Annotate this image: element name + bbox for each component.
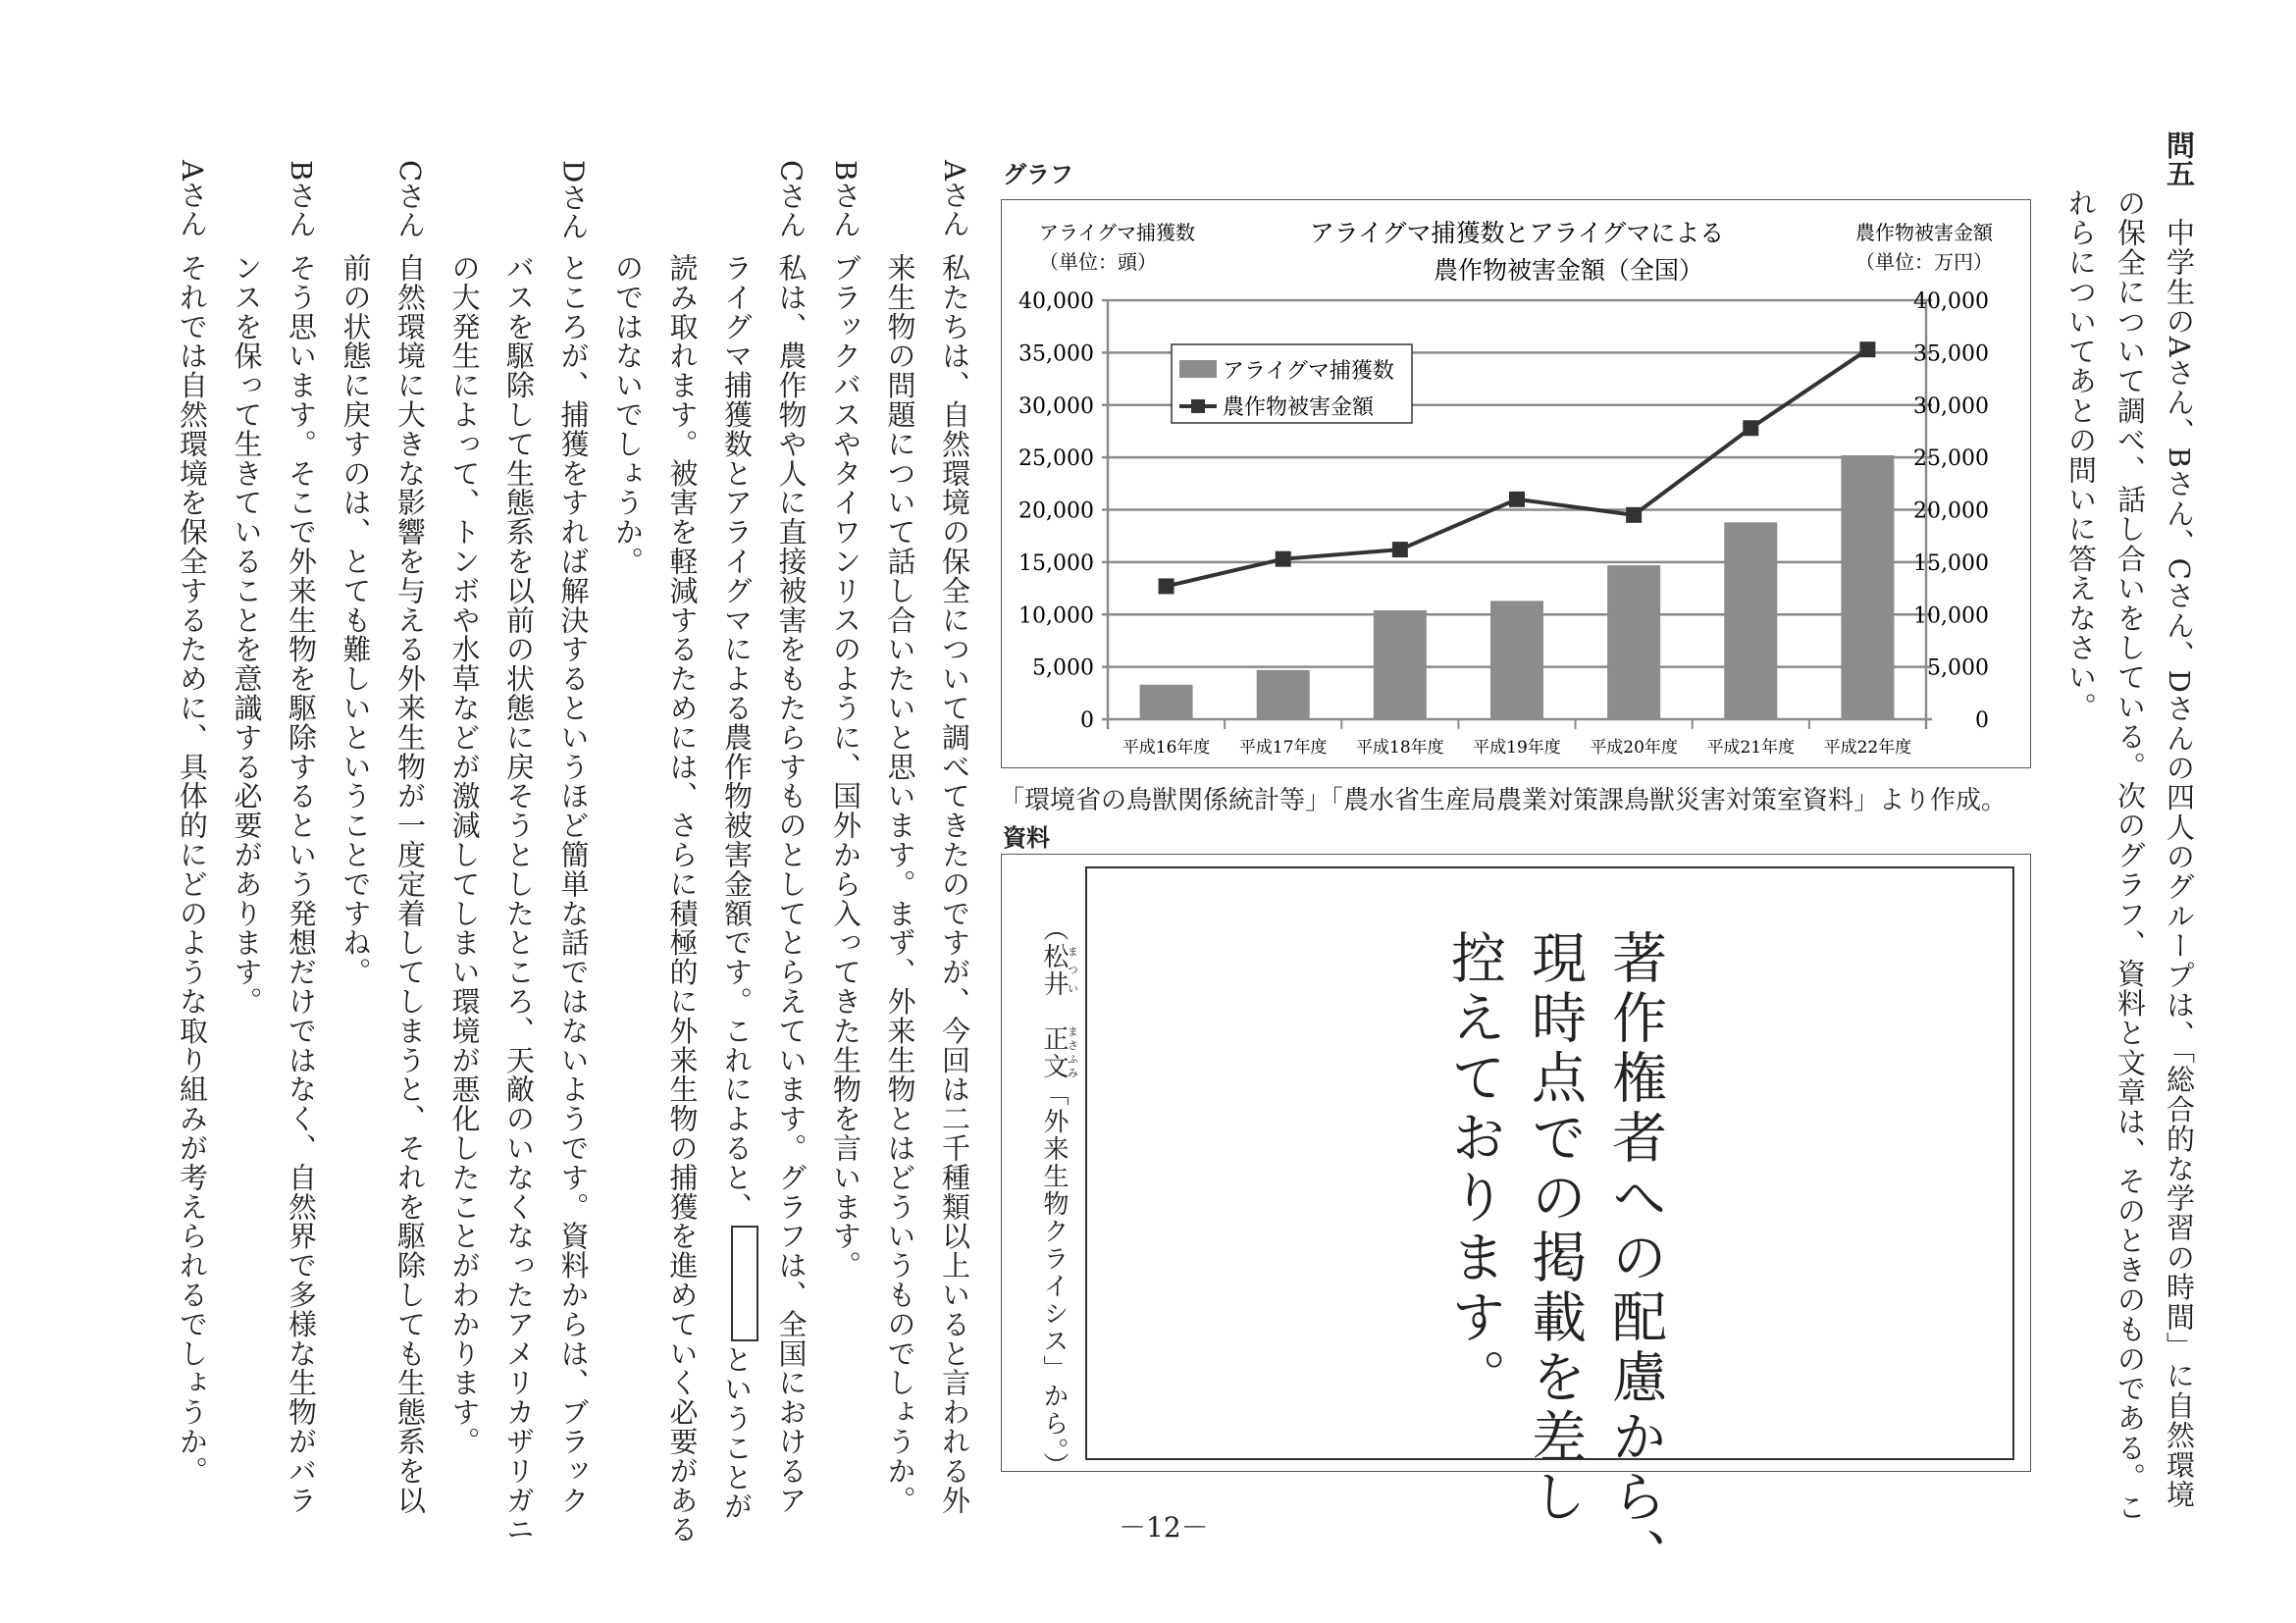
dialogue-line: そう思います。そこで外来生物を駆除するという発想だけではなく、自然界で多様な生物がバラ — [285, 253, 318, 1515]
legend-line-marker — [1191, 399, 1205, 413]
bar-capture-count — [1724, 522, 1777, 719]
citation-open: （ — [1039, 916, 1069, 943]
chart-legend — [1172, 344, 1412, 423]
y-tick-left: 0 — [1080, 708, 1094, 733]
y-tick-right: 0 — [1975, 708, 1989, 733]
bar-capture-count — [1140, 685, 1193, 719]
x-tick-label: 平成20年度 — [1590, 738, 1678, 758]
copyright-notice-line: 現時点での掲載を差し — [1523, 929, 1587, 1528]
author-given — [1039, 1025, 1079, 1080]
dialogue-line: 私は、農作物や人に直接被害をもたらすものとしてとらえています。グラフは、全国におけるア — [774, 253, 809, 1515]
damage-amount-marker — [1626, 507, 1642, 523]
speaker-label: Aさん — [938, 160, 971, 237]
y-tick-left: 5,000 — [1032, 655, 1094, 681]
y-tick-right: 30,000 — [1913, 393, 1989, 419]
bar-capture-count — [1374, 610, 1427, 719]
copyright-notice-line: 控えております。 — [1442, 929, 1506, 1408]
author-family — [1039, 943, 1079, 998]
dialogue-line: 来生物の問題について話し合いたいと思います。まず、外来生物とはどういうものでしょうか。 — [883, 253, 917, 1515]
dialogue-line: それでは自然環境を保全するために、具体的にどのような取り組みが考えられるでしょうか。 — [176, 253, 209, 1486]
author-given-text: 正文 — [1039, 1025, 1069, 1080]
y-tick-right: 10,000 — [1913, 603, 1989, 629]
legend-bar-label: アライグマ捕獲数 — [1223, 359, 1394, 384]
dialogue-line: の大発生によって、トンボや水草などが激減してしまい環境が悪化したことがわかります。 — [447, 253, 482, 1456]
left-axis-label: アライグマ捕獲数 — [1039, 221, 1195, 244]
speaker-label: Cさん — [393, 160, 427, 239]
dialogue-segment: ライグマ捕獲数とアライグマによる農作物被害金額です。これによると、 — [720, 253, 754, 1222]
question-text-line: の保全について調べ、話し合いをしている。次のグラフ、資料と文章は、そのときのものである。こ — [2113, 188, 2147, 1522]
dialogue-line: ンスを保って生きていることを意識する必要があります。 — [230, 253, 264, 1017]
legend-line-label: 農作物被害金額 — [1223, 395, 1375, 420]
x-tick-label: 平成16年度 — [1122, 738, 1211, 758]
y-tick-left: 10,000 — [1018, 603, 1094, 629]
damage-amount-marker — [1743, 420, 1758, 436]
x-tick-label: 平成17年度 — [1238, 738, 1328, 758]
dialogue-line: 前の状態に戻すのは、とても難しいということですね。 — [339, 253, 373, 987]
question-text-line: 中学生のAさん、Bさん、Cさん、Dさんの四人のグループは、「総合的な学習の時間」に自然環境 — [2163, 218, 2196, 1510]
chart-title-line-1: アライグマ捕獲数とアライグマによる — [1309, 219, 1725, 247]
citation-rest: 「外来生物クライシス」から。） — [1039, 1080, 1069, 1480]
y-tick-right: 20,000 — [1913, 498, 1989, 524]
damage-amount-marker — [1392, 542, 1408, 557]
author-given-ruby: まさふみ — [1066, 1025, 1079, 1080]
y-tick-left: 25,000 — [1018, 446, 1094, 472]
y-tick-left: 20,000 — [1018, 498, 1094, 524]
speaker-label: Bさん — [829, 160, 862, 238]
material-label: 資料 — [1003, 823, 1050, 852]
y-tick-left: 35,000 — [1018, 341, 1094, 367]
chart-title-line-2: 農作物被害金額（全国） — [1434, 256, 1704, 285]
speaker-label: Aさん — [176, 160, 209, 237]
x-tick-label: 平成22年度 — [1823, 738, 1912, 758]
dialogue-line: のではないでしょうか。 — [611, 253, 645, 576]
speaker-label: Bさん — [285, 160, 318, 238]
graph-label: グラフ — [1003, 160, 1073, 188]
question-text-line: れらについてあとの問いに答えなさい。 — [2064, 188, 2098, 722]
dialogue-line: 読み取れます。被害を軽減するためには、さらに積極的に外来生物の捕獲を進めていく必要がある — [665, 253, 700, 1544]
answer-blank-box — [731, 1226, 758, 1341]
y-tick-left: 15,000 — [1018, 550, 1094, 576]
right-axis-label: 農作物被害金額 — [1855, 221, 1993, 244]
legend-bar-swatch — [1179, 360, 1217, 378]
author-family-text: 松井 — [1039, 943, 1069, 998]
dialogue-line: 私たちは、自然環境の保全について調べてきたのですが、今回は二千種類以上いると言われる外 — [938, 253, 971, 1515]
material-citation — [1041, 916, 1078, 1480]
y-tick-right: 25,000 — [1913, 446, 1989, 472]
speaker-label: Cさん — [774, 160, 809, 239]
bar-capture-count — [1257, 670, 1310, 719]
chart-source: 「環境省の鳥獣関係統計等」「農水省生産局農業対策課鳥獣災害対策室資料」より作成。 — [999, 786, 2008, 815]
speaker-label: Dさん — [556, 160, 591, 240]
left-axis-unit: （単位：頭） — [1039, 250, 1157, 274]
damage-amount-marker — [1159, 578, 1174, 594]
dialogue-segment: ということが — [720, 1344, 754, 1522]
bar-capture-count — [1490, 601, 1543, 719]
dialogue-line: 自然環境に大きな影響を与える外来生物が一度定着してしまうと、それを駆除しても生態系を以 — [393, 253, 427, 1515]
x-tick-label: 平成21年度 — [1706, 738, 1796, 758]
copyright-notice-line: 著作権者への配慮から、 — [1603, 929, 1667, 1588]
damage-amount-marker — [1509, 492, 1525, 507]
x-tick-label: 平成19年度 — [1473, 738, 1561, 758]
damage-amount-marker — [1276, 551, 1291, 567]
dialogue-line: ところが、捕獲をすれば解決するというほど簡単な話ではないようです。資料からは、ブラック — [556, 253, 591, 1515]
right-axis-unit: （単位：万円） — [1855, 250, 1993, 274]
x-tick-label: 平成18年度 — [1356, 738, 1444, 758]
damage-amount-marker — [1859, 341, 1875, 357]
bar-capture-count — [1607, 565, 1660, 719]
dialogue-line: バスを駆除して生態系を以前の状態に戻そうとしたところ、天敵のいなくなったアメリカザリガニ — [502, 253, 536, 1544]
chart — [1001, 199, 2031, 768]
dialogue-line: ブラックバスやタイワンリスのように、国外から入ってきた生物を言います。 — [829, 253, 862, 1281]
chart-svg — [1002, 200, 2032, 769]
y-tick-left: 40,000 — [1018, 289, 1094, 314]
bar-capture-count — [1841, 455, 1894, 719]
y-tick-right: 5,000 — [1927, 655, 1989, 681]
author-family-ruby: まつい — [1066, 943, 1079, 998]
y-tick-left: 30,000 — [1018, 393, 1094, 419]
question-number: 問五 — [2163, 131, 2196, 187]
dialogue-line — [722, 253, 758, 1521]
page-number: －12－ — [1119, 1511, 1209, 1544]
y-tick-right: 40,000 — [1913, 289, 1989, 314]
y-tick-right: 15,000 — [1913, 550, 1989, 576]
y-tick-right: 35,000 — [1913, 341, 1989, 367]
